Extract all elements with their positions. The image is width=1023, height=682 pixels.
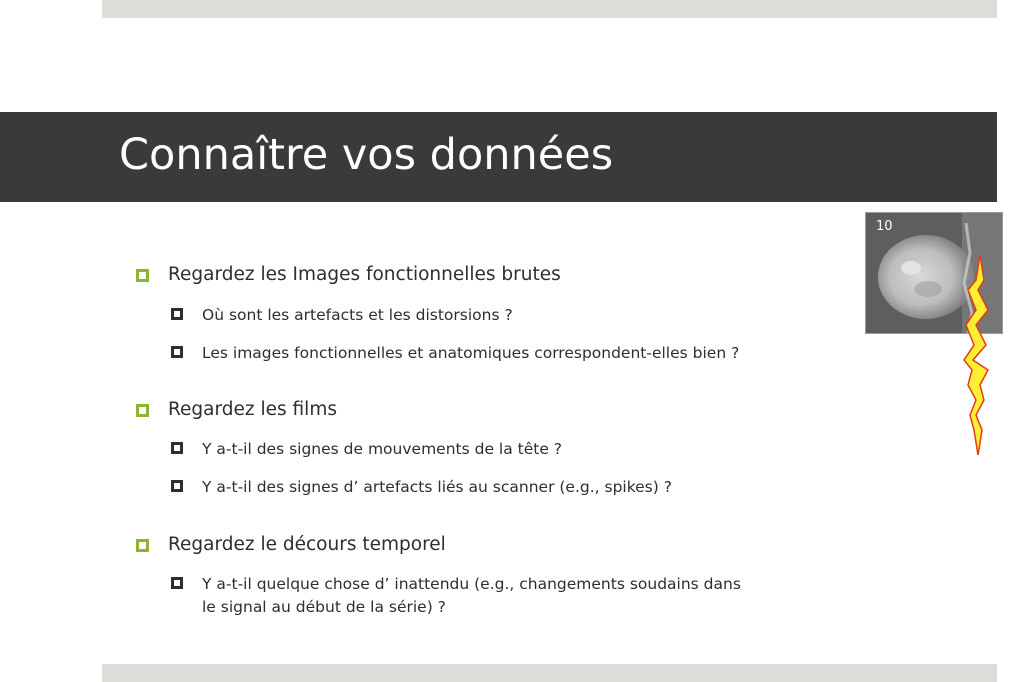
bullet-text: Regardez les films: [168, 399, 337, 420]
sub-bullet-text: Y a-t-il quelque chose d’ inattendu (e.g., changements soudains dans: [202, 575, 741, 593]
top-decor-band: [102, 0, 997, 18]
square-bullet-icon: [171, 346, 183, 358]
square-bullet-icon: [136, 539, 149, 552]
spike-icon: [958, 250, 998, 460]
square-bullet-icon: [136, 404, 149, 417]
bullet-text: Regardez le décours temporel: [168, 534, 446, 555]
bullet-text: Regardez les Images fonctionnelles brutes: [168, 264, 561, 285]
sub-bullet-text: Y a-t-il des signes de mouvements de la tête ?: [202, 440, 563, 458]
image-label: 10: [876, 219, 893, 234]
sub-bullet-text: Où sont les artefacts et les distorsions ?: [202, 306, 513, 324]
sub-bullet-text: Y a-t-il des signes d’ artefacts liés au scanner (e.g., spikes) ?: [202, 478, 672, 496]
square-bullet-icon: [171, 308, 183, 320]
square-bullet-icon: [171, 480, 183, 492]
square-bullet-icon: [136, 269, 149, 282]
sub-bullet-text: Les images fonctionnelles et anatomiques correspondent-elles bien ?: [202, 344, 740, 362]
square-bullet-icon: [171, 577, 183, 589]
slide-title: Connaître vos données: [119, 130, 614, 180]
bottom-decor-band: [102, 664, 997, 682]
square-bullet-icon: [171, 442, 183, 454]
sub-bullet-text: le signal au début de la série) ?: [202, 598, 446, 616]
